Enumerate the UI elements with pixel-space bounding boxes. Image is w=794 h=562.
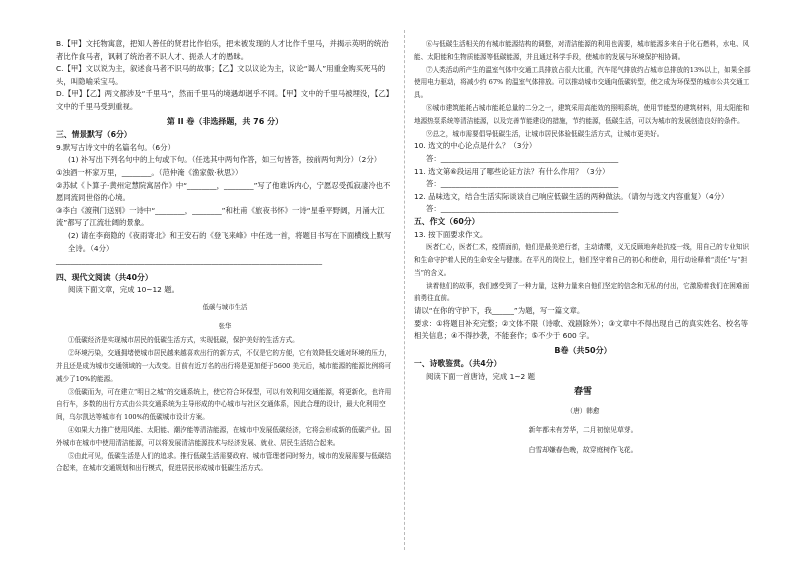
section-4-heading: 四、现代文阅读（共40分） xyxy=(56,272,153,282)
essay-paragraph-6: ⑥与低碳生活相关的有城市能源结构的调整，对清洁能源的利用也需要，城市能源多来自于化石燃料，水电、风能、太阳能和生物质能源等低碳能源，并且通过科学手段，使城市的发展与环境保护相协调。 xyxy=(414,40,750,61)
option-c: C.【甲】文以说为主，叙述食马者不识马的故事；【乙】文以议论为主，议论“谒人”用重金购买死马的头，叫隐喻采宝马。 xyxy=(56,64,386,86)
question-12: 12. 品味选文，结合生活实际谈谈自己响应低碳生活的两种做法。（请勿与选文内容重复）（4分） xyxy=(414,191,729,201)
volume-2-title: 第 II 卷（非选择题，共 76 分） xyxy=(166,116,284,126)
essay-paragraph-3: ③低碳而为，可在建立“明日之城”的交通系统上，使它符合环保型，可以有效利用交通能源，将更新化，也许用自行车，多数的出行方式由公共交通系统为主导形成的中心城市与社区交通体系，因此合理的设计，最大化利用空间，乌尔凯达等城市有 100%的低碳城市设计方案。 xyxy=(56,387,392,422)
writing-prompt-1: 医者仁心，医者仁术，疫情面前，他们是最美逆行者，主动请缨，义无反顾地奔赴抗疫一线，用自己的专业知识和生命守护着人民的生命安全与健康。在平凡的岗位上，他们坚守着自己的初心和使命，用行动诠释着“责任”与“担当”的含义。 xyxy=(414,243,750,277)
essay-paragraph-7: ⑦人类活动所产生的温室气体中交通工具排放占很大比重，汽车尾气排放约占城市总排放的13%以上，如果全部使用电力驱动，将减少约 67% 的温室气体排放。可以推动城市交通向低碳转型，使之成为环保型的城市公共交通工具。 xyxy=(414,65,751,100)
question-9-part-1: (1) 补写出下列名句中的上句或下句。（任选其中两句作答，如三句皆答，按前两句判分）（2分） xyxy=(68,155,382,165)
answer-line-12: 答：________________________________________________ xyxy=(426,204,619,214)
question-13: 13. 按下面要求作文。 xyxy=(414,229,488,239)
volume-b-title: B卷（共50分） xyxy=(554,345,612,355)
essay-paragraph-8: ⑧城市建筑能耗占城市能耗总量的二分之一，建筑采用高能效的照明系统，使用节能型的建筑材料，用太阳能和地源热泵系统等清洁能源，以及完善节能建设的措施，节约能源，低碳生活，可以为城市的发展创造良好的条件。 xyxy=(414,103,750,125)
question-10: 10. 选文的中心论点是什么？（3分） xyxy=(414,141,537,151)
section-1-heading: 一、诗歌鉴赏。（共4分） xyxy=(414,359,502,369)
question-11: 11. 选文第⑥段运用了哪些论证方法？有什么作用？（3分） xyxy=(414,166,610,176)
writing-prompt-2: 读着他们的故事，我们感受到了一种力量，这种力量来自他们坚定的信念和无私的付出，它激励着我们在困难面前勇往直前。 xyxy=(414,281,750,303)
poem-instruction: 阅读下面一首唐诗，完成 1~2 题 xyxy=(426,372,535,382)
essay-paragraph-9: ⑨总之，城市需要倡导低碳生活，让城市居民体验低碳生活方式，让城市更美好。 xyxy=(426,129,664,138)
answer-line-11: 答：________________________________________________ xyxy=(426,179,619,189)
poem-title: 春雪 xyxy=(573,386,592,397)
question-9-item-1: ①浊酒一杯家万里，________。（范仲淹《渔家傲·秋思》） xyxy=(56,167,243,177)
section-5-heading: 五、作文（60分） xyxy=(414,216,480,226)
poem-line-2: 白雪却嫌春色晚，故穿庭树作飞花。 xyxy=(528,445,638,454)
essay-paragraph-5: ⑤由此可见，低碳生活是人们的追求。推行低碳生活需要政府、城市管理者同时努力，城市的发展需要与低碳结合起来，在城市交通规划和出行模式，促进居民形成城市低碳生活方式。 xyxy=(56,451,392,473)
writing-requirements: 要求：①将题目补充完整；②文体不限（诗歌、戏剧除外）；③文章中不得出现自己的真实姓名、校名等相关信息；④不得抄袭，不能套作；⑤不少于 600 字。 xyxy=(414,318,748,341)
reading-instruction: 阅读下面文章，完成 10~12 题。 xyxy=(68,285,179,295)
essay-paragraph-2: ②环境污染，交通拥堵使城市居民越来越喜欢出行的新方式，不仅是它的方便，它有效降低交通对环境的压力，并且还是成为城市交通领域的一大改变。目前有近万名的出行将是更加便于5600 美元后，城市能源的能源比例将可减少了10%的能源。 xyxy=(56,349,392,383)
essay-title: 低碳与城市生活 xyxy=(202,302,248,311)
essay-paragraph-1: ①低碳经济是实现城市居民的低碳生活方式，实现低碳，保护美好的生活方式。 xyxy=(68,336,299,345)
writing-title-instruction: 请以“在你的守护下，我______”为题，写一篇文章。 xyxy=(414,306,585,316)
option-d: D.【甲】【乙】两文都涉及“千里马”，然而千里马的境遇却迥乎不同。【甲】文中的千里马被埋没，【乙】文中的千里马受到重视。 xyxy=(56,89,394,111)
question-9-item-3: ③李白《渡荆门送别》一诗中“________，________”和杜甫《旅夜书怀》一诗“星垂平野阔，月涌大江流”都写了江流壮阔的景象。 xyxy=(56,205,385,228)
right-column xyxy=(414,38,752,463)
answer-blank-line: ________________________________________________________________________ xyxy=(56,256,323,266)
question-9-item-2: ②苏轼《卜算子·黄州定慧院寓居作》中“________，________”写了他谁诉内心，宁愿忍受孤寂凄冷也不愿同流同世俗的心境。 xyxy=(56,180,391,203)
section-3-heading: 三、情景默写（6分） xyxy=(56,130,132,140)
question-9: 9.默写古诗文中的名篇名句。（6分） xyxy=(56,142,175,152)
option-b: B.【甲】文托物寓意，把知人善任的贤君比作伯乐，把未被发现的人才比作千里马，并揭示英明的统治者比作食马者，讽刺了统治者不识人才、扼杀人才的愚昧。 xyxy=(56,39,389,61)
answer-line-10: 答：________________________________________________ xyxy=(426,153,619,163)
essay-author: 张华 xyxy=(218,321,232,330)
poem-author: （唐）韩愈 xyxy=(566,406,600,415)
left-column xyxy=(56,38,394,475)
column-divider xyxy=(404,30,405,550)
poem-line-1: 新年都未有芳华，二月初惊见草芽。 xyxy=(528,426,638,435)
question-9-part-2: (2) 请在李商隐的《夜雨寄北》和王安石的《登飞来峰》中任选一首，将题目书写在下面横线上默写全诗。（4分） xyxy=(68,230,392,253)
essay-paragraph-4: ④如果大力推广使用风能、太阳能、潮汐能等清洁能源，在城市中发展低碳经济，它将会形成新的低碳产业。国外城市在城市中使用清洁能源，可以将发展清洁能源技术与经济发展、就业、居民生活结合起来。 xyxy=(56,426,392,447)
